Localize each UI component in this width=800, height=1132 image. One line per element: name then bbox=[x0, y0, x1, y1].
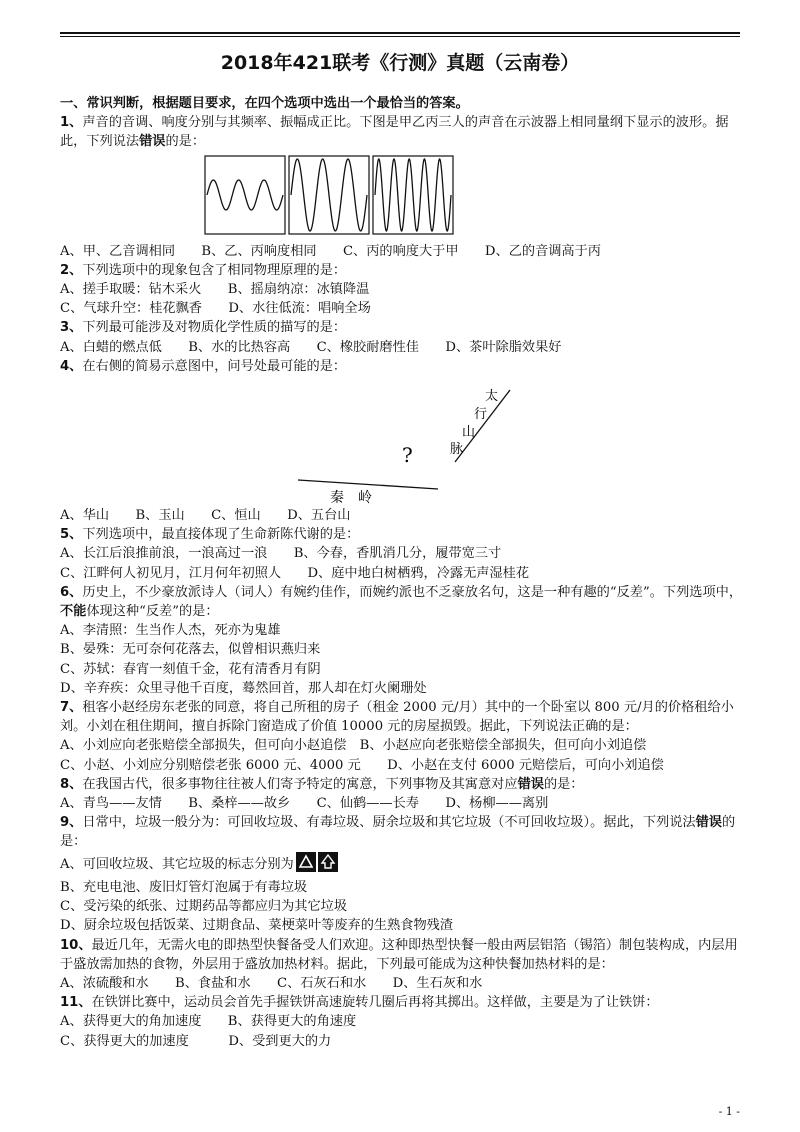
question-stem: 日常中，垃圾一般分为：可回收垃圾、有毒垃圾、厨余垃圾和其它垃圾（不可回收垃圾）。据此，下列说法 bbox=[82, 815, 696, 831]
page-number: - 1 - bbox=[718, 1105, 740, 1118]
option-line: A、获得更大的角加速度 B、获得更大的角速度 bbox=[60, 1014, 357, 1030]
option-line: D、辛弃疾：众里寻他千百度，蓦然回首，那人却在灯火阑珊处 bbox=[60, 680, 427, 696]
top-rule-thin bbox=[60, 36, 740, 37]
question-7 bbox=[60, 698, 750, 736]
oscilloscope-waves bbox=[60, 154, 750, 238]
exam-content bbox=[60, 94, 750, 1051]
question-number: 7、 bbox=[60, 700, 83, 716]
wave-bing bbox=[375, 159, 451, 231]
question-number: 4、 bbox=[60, 358, 83, 374]
qinling-label: 秦 岭 bbox=[330, 490, 372, 505]
question-1 bbox=[60, 113, 750, 151]
question-stem-end: 的是： bbox=[165, 134, 206, 150]
taihang-label-char-1: 太 bbox=[485, 389, 499, 405]
option-line bbox=[60, 852, 750, 878]
question-number: 8、 bbox=[60, 776, 83, 792]
option-line: A、小刘应向老张赔偿全部损失，但可向小赵追偿 B、小赵应向老张赔偿全部损失，但可向小刘追偿 bbox=[60, 738, 647, 754]
question-11 bbox=[60, 993, 750, 1012]
question-3 bbox=[60, 318, 750, 337]
section-heading: 一、常识判断，根据题目要求，在四个选项中选出一个最恰当的答案。 bbox=[60, 96, 469, 111]
mountain-sketch bbox=[60, 380, 750, 504]
taihang-label-char-3: 山 bbox=[462, 425, 476, 441]
question-mark: ? bbox=[402, 443, 413, 468]
option-line: C、获得更大的加速度 D、受到更大的力 bbox=[60, 1033, 332, 1049]
question-number: 10、 bbox=[60, 937, 92, 953]
question-4-options: A、华山 B、玉山 C、恒山 D、五台山 bbox=[60, 508, 351, 524]
option-line: A、长江后浪推前浪，一浪高过一浪 B、今春，香肌消几分，履带宽三寸 bbox=[60, 546, 502, 562]
question-10-options: A、浓硫酸和水 B、食盐和水 C、石灰石和水 D、生石灰和水 bbox=[60, 975, 483, 991]
question-stem: 最近几年，无需火电的即热型快餐备受人们欢迎。这种即热型快餐一般由两层铝箔（锡箔）制包装构成，内层用于盛放需加热的食物，外层用于盛放加热材料。据此，下列最可能成为这种快餐加热材料的是： bbox=[60, 937, 738, 972]
question-10 bbox=[60, 936, 750, 974]
question-stem-end: 的是： bbox=[60, 815, 736, 850]
question-stem: 在右侧的简易示意图中，问号处最可能的是： bbox=[82, 358, 347, 374]
recycle-icon-pair bbox=[296, 852, 338, 872]
question-6 bbox=[60, 583, 750, 621]
question-stem: 历史上，不少豪放派诗人（词人）有婉约佳作，而婉约派也不乏豪放名句，这是一种有趣的“反差”。下列选项中， bbox=[82, 584, 743, 600]
question-stem: 在我国古代，很多事物往往被人们寄予特定的寓意，下列事物及其寓意对应 bbox=[82, 776, 518, 792]
question-stem: 下列最可能涉及对物质化学性质的描写的是： bbox=[82, 320, 347, 336]
question-number: 5、 bbox=[60, 527, 83, 543]
wave-yi bbox=[291, 159, 367, 231]
question-stem: 下列选项中，最直接体现了生命新陈代谢的是： bbox=[82, 527, 360, 543]
question-stem: 在铁饼比赛中，运动员会首先手握铁饼高速旋转几圈后再将其掷出。这样做，主要是为了让铁饼： bbox=[91, 995, 659, 1011]
question-4 bbox=[60, 357, 750, 376]
page-title: 2018年421联考《行测》真题（云南卷） bbox=[220, 52, 580, 74]
question-3-options: A、白蜡的燃点低 B、水的比热容高 C、橡胶耐磨性佳 D、茶叶除脂效果好 bbox=[60, 339, 562, 355]
option-line: C、受污染的纸张、过期药品等都应归为其它垃圾 bbox=[60, 899, 348, 915]
option-line: D、厨余垃圾包括饭菜、过期食品、菜梗菜叶等废弃的生熟食物残渣 bbox=[60, 918, 454, 934]
question-emphasis: 不能 bbox=[60, 604, 87, 620]
question-9 bbox=[60, 813, 750, 851]
option-line: B、充电电池、废旧灯管灯泡属于有毒垃圾 bbox=[60, 879, 308, 895]
question-number: 3、 bbox=[60, 320, 83, 336]
question-stem: 下列选项中的现象包含了相同物理原理的是： bbox=[82, 262, 347, 278]
option-text: A、可回收垃圾、其它垃圾的标志分别为 bbox=[60, 856, 294, 872]
wave-jia bbox=[207, 180, 283, 210]
waveform-figure bbox=[60, 154, 750, 238]
question-emphasis: 错误 bbox=[517, 776, 544, 792]
taihang-label-char-4: 脉 bbox=[450, 442, 464, 458]
question-2 bbox=[60, 261, 750, 280]
mountain-diagram bbox=[60, 380, 750, 504]
taihang-label-char-2: 行 bbox=[474, 407, 488, 423]
question-stem: 租客小赵经房东老张的同意，将自己所租的房子（租金 2000 元/月）其中的一个卧室以 800 元/月的价格租给小刘。小刘在租住期间，擅自拆除门窗造成了价值 10000 元的房屋损毁。据此，下列说法正确的是： bbox=[60, 700, 734, 735]
question-emphasis: 错误 bbox=[139, 134, 166, 150]
recycle-symbols bbox=[296, 852, 338, 878]
question-5 bbox=[60, 525, 750, 544]
question-number: 9、 bbox=[60, 815, 83, 831]
option-line: A、李清照：生当作人杰，死亦为鬼雄 bbox=[60, 623, 281, 639]
question-number: 6、 bbox=[60, 584, 83, 600]
question-number: 11、 bbox=[60, 995, 92, 1011]
option-line: C、气球升空：桂花飘香 D、水往低流：唱响全场 bbox=[60, 301, 371, 317]
option-line: C、小赵、小刘应分别赔偿老张 6000 元、4000 元 D、小赵在支付 6000 元赔偿后，可向小刘追偿 bbox=[60, 757, 664, 773]
option-line: C、苏轼：春宵一刻值千金，花有清香月有阴 bbox=[60, 661, 321, 677]
qinling-line bbox=[298, 480, 438, 489]
question-emphasis: 错误 bbox=[695, 815, 722, 831]
question-8-options: A、青鸟——友情 B、桑梓——故乡 C、仙鹤——长寿 D、杨柳——离别 bbox=[60, 796, 549, 812]
question-number: 1、 bbox=[60, 115, 83, 131]
question-stem-end: 体现这种“反差”的是： bbox=[86, 604, 219, 620]
option-line: B、晏殊：无可奈何花落去，似曾相识燕归来 bbox=[60, 642, 321, 658]
question-8 bbox=[60, 775, 750, 794]
question-1-options: A、甲、乙音调相同 B、乙、丙响度相同 C、丙的响度大于甲 D、乙的音调高于丙 bbox=[60, 243, 601, 259]
option-line: C、江畔何人初见月，江月何年初照人 D、庭中地白树栖鸦，冷露无声湿桂花 bbox=[60, 565, 530, 581]
option-line: A、搓手取暖：钻木采火 B、摇扇纳凉：冰镇降温 bbox=[60, 282, 370, 298]
question-number: 2、 bbox=[60, 262, 83, 278]
top-rule bbox=[60, 32, 740, 34]
question-stem: 声音的音调、响度分别与其频率、振幅成正比。下图是甲乙丙三人的声音在示波器上相同量纲下显示的波形。据此，下列说法 bbox=[60, 115, 729, 150]
question-stem-end: 的是： bbox=[543, 776, 584, 792]
